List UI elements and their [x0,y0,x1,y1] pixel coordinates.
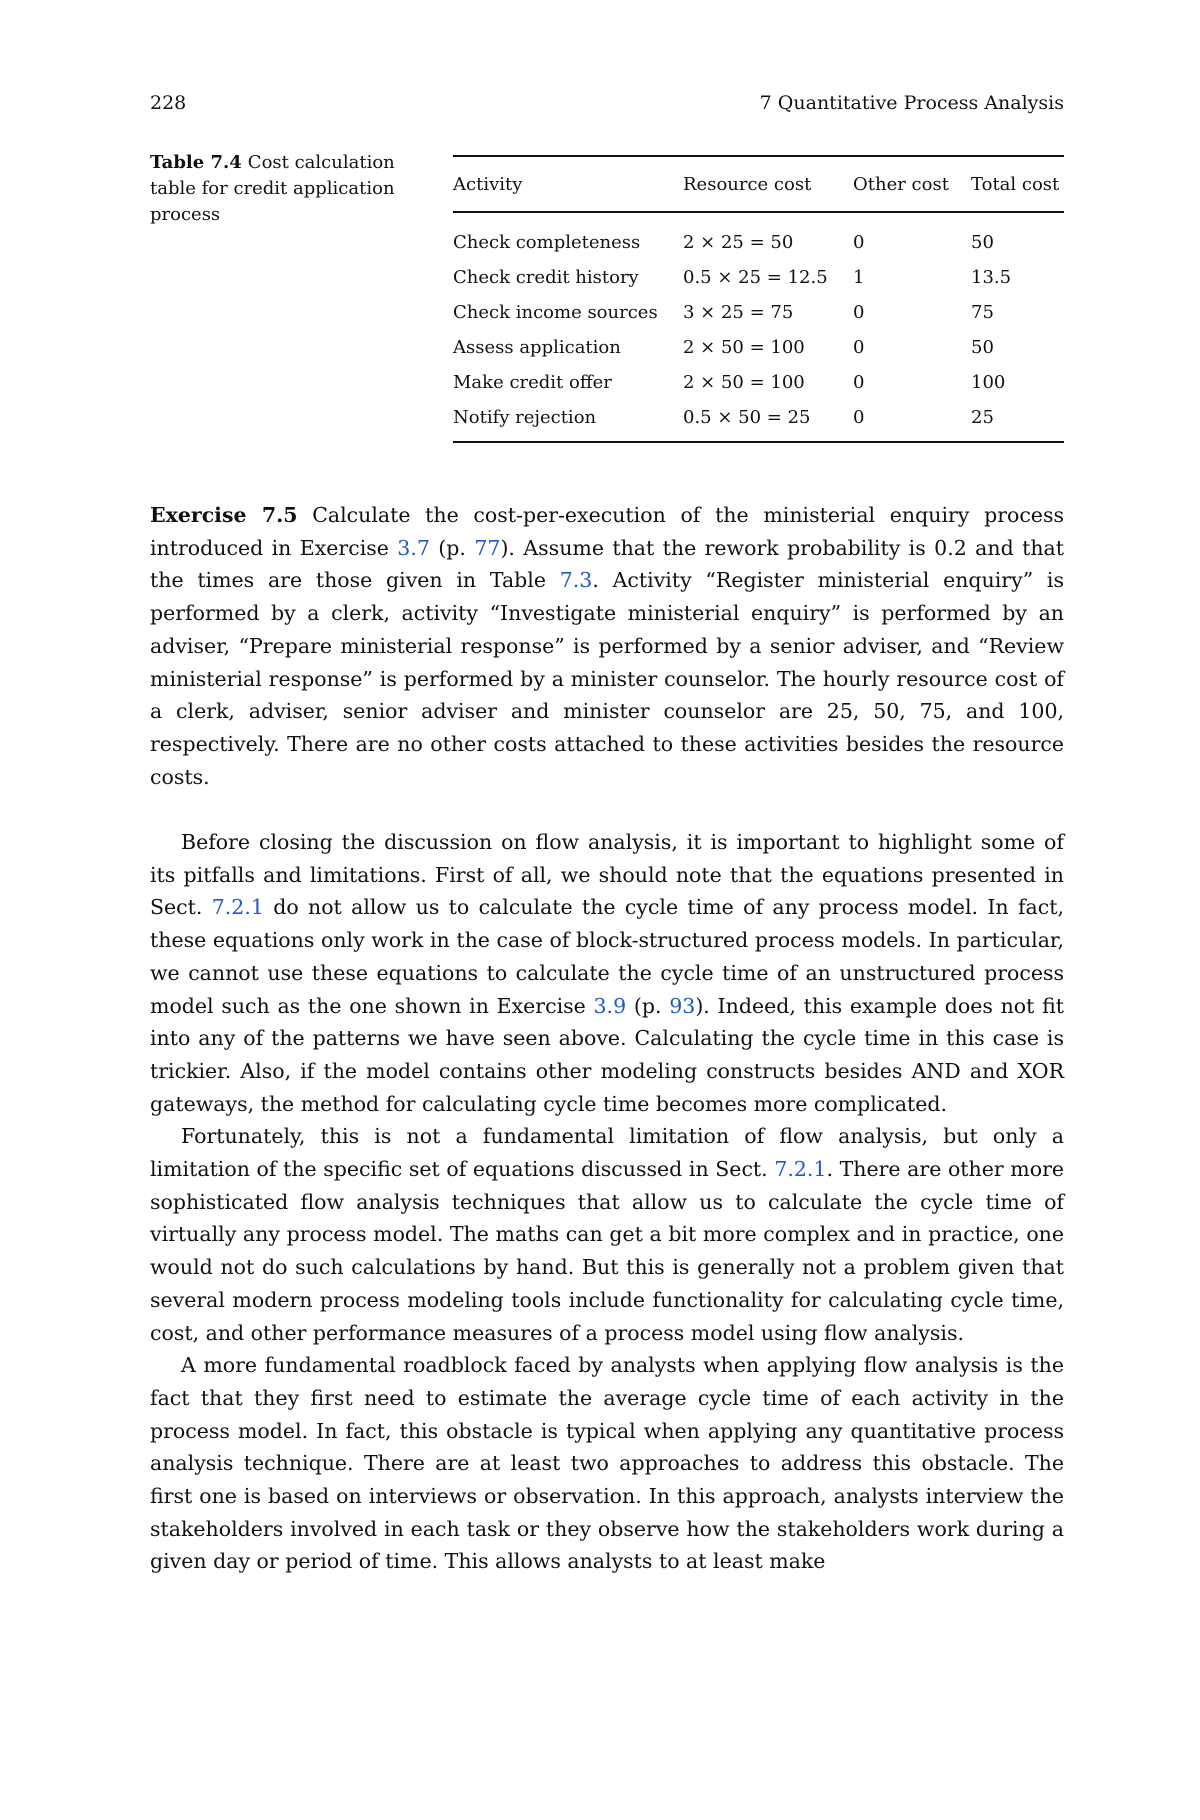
table-row [453,260,1064,295]
ref-page-77-link[interactable]: 77 [474,535,501,560]
exercise-text: Calculate the cost-per-execution of the ministerial enquiry process introduced in Exercise [150,503,1064,560]
cell-activity: Check credit history [453,267,639,288]
table-row [453,212,1064,260]
paragraph-text: Fortunately, this is not a fundamental limitation of flow analysis, but only a limitation of the specific set of equations discussed in Sect. [150,1124,1064,1182]
cell-activity: Check income sources [453,302,658,323]
ref-table-7-3-link[interactable]: 7.3 [559,568,593,593]
cell-other-cost: 0 [853,337,865,358]
cell-total-cost: 50 [971,337,994,358]
ref-exercise-3-7-link[interactable]: 3.7 [397,535,430,560]
cell-total-cost: 75 [971,302,994,323]
cell-resource-cost: 0.5 × 25 = 12.5 [683,267,828,288]
cell-other-cost: 0 [853,407,865,428]
cell-other-cost: 0 [853,372,865,393]
header-resource-cost: Resource cost [683,173,812,195]
table-row [453,330,1064,365]
paragraph-fortunately [150,1120,1064,1349]
cell-resource-cost: 2 × 50 = 100 [683,337,805,358]
cost-table [453,155,1064,443]
cell-activity: Make credit offer [453,372,612,393]
table-header-row [453,156,1064,212]
table-label: Table 7.4 [150,152,242,173]
header-total-cost: Total cost [971,173,1060,195]
cell-activity: Notify rejection [453,407,597,428]
cell-total-cost: 25 [971,407,994,428]
cell-resource-cost: 0.5 × 50 = 25 [683,407,811,428]
paragraph-text: ). Indeed, this example does not fit into any of the patterns we have seen above. Calculating the cycle time in this case is trickier. Also, if the model contains other modeling constructs besides AND and XOR gateways, the method for calculating cycle time becomes more complicated. [150,993,1064,1116]
cell-other-cost: 0 [853,302,865,323]
cell-other-cost: 1 [853,267,865,288]
ref-exercise-3-9-link[interactable]: 3.9 [593,993,627,1018]
table-row [453,295,1064,330]
paragraph-text: do not allow us to calculate the cycle time of any process model. In fact, these equations only work in the case of block-structured process models. In particular, we cannot use these equations to calculate the cycle time of an unstructured process model such as the one shown in Exercise [150,895,1064,1018]
exercise-text: ). Assume that the rework probability is 0.2 and that the times are those given in Table [150,535,1064,593]
exercise-label: Exercise 7.5 [150,503,298,527]
header-activity: Activity [453,173,523,195]
table-caption-text: Cost calculation table for credit application process [150,152,395,225]
table-row [453,400,1064,442]
running-head [150,92,1064,120]
table-row [453,365,1064,400]
flow-analysis-section [150,826,1064,1578]
paragraph-roadblock: A more fundamental roadblock faced by analysts when applying flow analysis is the fact that they first need to estimate the average cycle time of each activity in the process model. In fact, this obstacle is typical when applying any quantitative process analysis technique. There are at least two approaches to address this obstacle. The first one is based on interviews or observation. In this approach, analysts interview the stakeholders involved in each task or they observe how the stakeholders work during a given day or period of time. This allows analysts to at least make [150,1353,1064,1574]
ref-sect-7-2-1-link[interactable]: 7.2.1 [774,1157,827,1182]
cell-resource-cost: 3 × 25 = 75 [683,302,794,323]
paragraph-text: Before closing the discussion on flow analysis, it is important to highlight some of its pitfalls and limitations. First of all, we should note that the equations presented in Sect. [150,830,1064,920]
cell-total-cost: 50 [971,232,994,253]
cell-total-cost: 100 [971,372,1006,393]
cell-resource-cost: 2 × 25 = 50 [683,232,794,253]
page-number: 228 [150,92,187,114]
chapter-title: 7 Quantitative Process Analysis [759,92,1064,114]
cell-resource-cost: 2 × 50 = 100 [683,372,805,393]
ref-sect-7-2-1-link[interactable]: 7.2.1 [211,895,264,920]
exercise-text: (p. [429,535,475,560]
paragraph-pitfalls [150,826,1064,1120]
table-caption [150,150,420,228]
exercise-7-5 [150,499,1064,793]
exercise-paragraph [150,499,1064,793]
cell-activity: Check completeness [453,232,641,253]
cell-activity: Assess application [453,337,621,358]
exercise-text: . Activity “Register ministerial enquiry” is performed by a clerk, activity “Investigate ministerial enquiry” is performed by an adviser, “Prepare ministerial response” is performed by a senior adviser, and “Review ministerial response” is performed by a minister counselor. The hourly resource cost of a clerk, adviser, senior adviser and minister counselor are 25, 50, 75, and 100, respectively. There are no other costs attached to these activities besides the resource costs. [150,568,1064,789]
cell-other-cost: 0 [853,232,865,253]
ref-page-93-link[interactable]: 93 [669,993,696,1018]
cell-total-cost: 13.5 [971,267,1012,288]
paragraph-text: . There are other more sophisticated flow analysis techniques that allow us to calculate the cycle time of virtually any process model. The maths can get a bit more complex and in practice, one would not do such calculations by hand. But this is generally not a problem given that several modern process modeling tools include functionality for calculating cycle time, cost, and other performance measures of a process model using flow analysis. [150,1157,1065,1345]
paragraph-text: (p. [626,993,670,1018]
header-other-cost: Other cost [853,173,949,195]
